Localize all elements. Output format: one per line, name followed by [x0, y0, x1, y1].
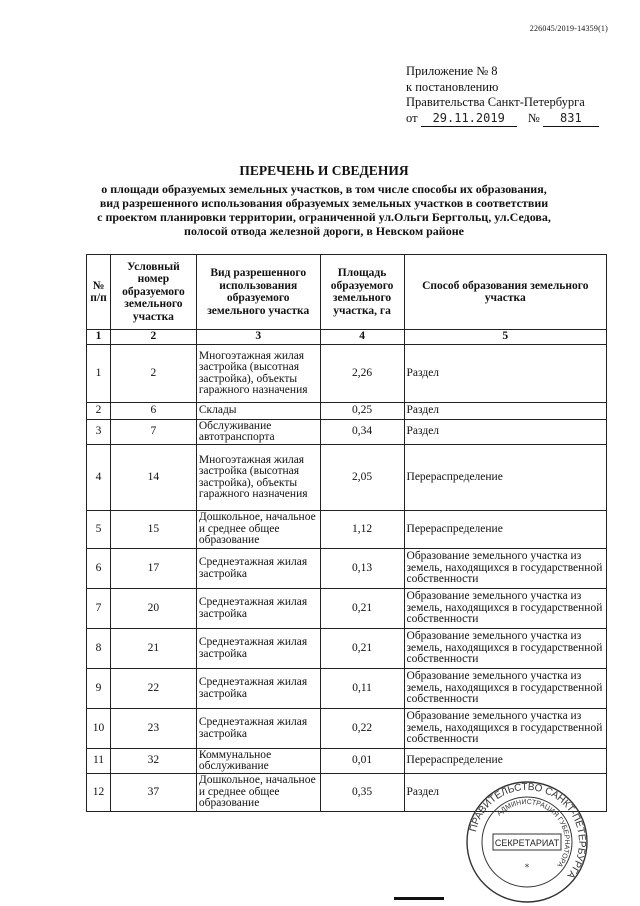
formation-method: Образование земельного участка из земель, находящихся в государственной собственности	[404, 709, 606, 749]
table-row	[87, 749, 607, 774]
date-prefix: от	[406, 110, 418, 125]
table-row	[87, 445, 607, 511]
formation-method: Образование земельного участка из земель, находящихся в государственной собственности	[404, 669, 606, 709]
row-number: 11	[87, 749, 111, 774]
title-subline: вид разрешенного использования образуемых земельных участков в соответствии	[99, 196, 549, 210]
permitted-use: Многоэтажная жилая застройка (высотная застройка), объекты гаражного назначения	[196, 345, 320, 403]
title-subline: полосой отвода железной дороги, в Невском районе	[184, 224, 464, 238]
row-number: 4	[87, 445, 111, 511]
plot-id: 32	[110, 749, 196, 774]
column-header: Способ образования земельного участка	[404, 255, 606, 330]
column-index: 5	[404, 330, 606, 345]
permitted-use: Среднеэтажная жилая застройка	[196, 709, 320, 749]
stamp-ring-text: ПРАВИТЕЛЬСТВО САНКТ-ПЕТЕРБУРГА	[468, 781, 588, 881]
permitted-use: Среднеэтажная жилая застройка	[196, 589, 320, 629]
plot-area: 1,12	[320, 511, 404, 549]
stamp-star-icon: *	[524, 863, 530, 873]
formation-method: Перераспределение	[404, 749, 606, 774]
plot-id: 2	[110, 345, 196, 403]
plot-area: 2,05	[320, 445, 404, 511]
permitted-use: Обслуживание автотранспорта	[196, 420, 320, 445]
column-index-row	[87, 330, 607, 345]
permitted-use: Среднеэтажная жилая застройка	[196, 629, 320, 669]
formation-method: Раздел	[404, 403, 606, 420]
column-index: 4	[320, 330, 404, 345]
plot-id: 15	[110, 511, 196, 549]
permitted-use: Многоэтажная жилая застройка (высотная застройка), объекты гаражного назначения	[196, 445, 320, 511]
title-subline: с проектом планировки территории, ограниченной ул.Ольги Берггольц, ул.Седова,	[97, 210, 551, 224]
official-stamp	[463, 778, 591, 906]
row-number: 8	[87, 629, 111, 669]
row-number: 12	[87, 774, 111, 812]
row-number: 1	[87, 345, 111, 403]
title-subline: о площади образуемых земельных участков, в том числе способы их образования,	[101, 182, 547, 196]
land-plots-table	[86, 254, 607, 812]
column-index: 3	[196, 330, 320, 345]
formation-method: Раздел	[404, 345, 606, 403]
table-row	[87, 345, 607, 403]
plot-id: 21	[110, 629, 196, 669]
table-row	[87, 669, 607, 709]
permitted-use: Среднеэтажная жилая застройка	[196, 549, 320, 589]
plot-area: 0,35	[320, 774, 404, 812]
stamp-inner-text: АДМИНИСТРАЦИЯ ГУБЕРНАТОРА	[495, 798, 571, 869]
plot-id: 20	[110, 589, 196, 629]
plot-id: 22	[110, 669, 196, 709]
column-header: Вид разрешенного использования образуемого земельного участка	[196, 255, 320, 330]
plot-area: 0,25	[320, 403, 404, 420]
column-index: 1	[87, 330, 111, 345]
formation-method: Перераспределение	[404, 445, 606, 511]
appendix-line: к постановлению	[406, 79, 499, 94]
plot-id: 17	[110, 549, 196, 589]
appendix-header	[406, 64, 616, 127]
plot-area: 0,22	[320, 709, 404, 749]
formation-method: Раздел	[404, 774, 606, 812]
plot-id: 37	[110, 774, 196, 812]
formation-method: Образование земельного участка из земель, находящихся в государственной собственности	[404, 549, 606, 589]
permitted-use: Коммунальное обслуживание	[196, 749, 320, 774]
permitted-use: Склады	[196, 403, 320, 420]
plot-area: 2,26	[320, 345, 404, 403]
table-row	[87, 511, 607, 549]
title-heading: ПЕРЕЧЕНЬ И СВЕДЕНИЯ	[239, 163, 409, 178]
plot-area: 0,13	[320, 549, 404, 589]
number-prefix: №	[527, 110, 540, 125]
plot-area: 0,11	[320, 669, 404, 709]
row-number: 6	[87, 549, 111, 589]
permitted-use: Дошкольное, начальное и среднее общее образование	[196, 774, 320, 812]
table-row	[87, 420, 607, 445]
plot-area: 0,21	[320, 629, 404, 669]
formation-method: Образование земельного участка из земель, находящихся в государственной собственности	[404, 629, 606, 669]
appendix-date-line	[406, 111, 616, 128]
table-header-row	[87, 255, 607, 330]
column-header: № п/п	[87, 255, 111, 330]
permitted-use: Дошкольное, начальное и среднее общее образование	[196, 511, 320, 549]
page-bottom-mark	[394, 897, 444, 900]
permitted-use: Среднеэтажная жилая застройка	[196, 669, 320, 709]
row-number: 9	[87, 669, 111, 709]
plot-id: 7	[110, 420, 196, 445]
plot-area: 0,01	[320, 749, 404, 774]
table-row	[87, 629, 607, 669]
plot-id: 23	[110, 709, 196, 749]
plot-area: 0,21	[320, 589, 404, 629]
plot-id: 6	[110, 403, 196, 420]
formation-method: Образование земельного участка из земель, находящихся в государственной собственности	[404, 589, 606, 629]
column-header: Площадь образуемого земельного участка, га	[320, 255, 404, 330]
document-id: 226045/2019-14359(1)	[529, 24, 608, 33]
table-row	[87, 403, 607, 420]
formation-method: Перераспределение	[404, 511, 606, 549]
plot-area: 0,34	[320, 420, 404, 445]
document-title	[40, 163, 608, 238]
formation-method: Раздел	[404, 420, 606, 445]
row-number: 10	[87, 709, 111, 749]
row-number: 2	[87, 403, 111, 420]
row-number: 3	[87, 420, 111, 445]
column-index: 2	[110, 330, 196, 345]
row-number: 5	[87, 511, 111, 549]
table-row	[87, 589, 607, 629]
table-row	[87, 709, 607, 749]
row-number: 7	[87, 589, 111, 629]
appendix-line: Правительства Санкт-Петербурга	[406, 95, 585, 109]
plot-id: 14	[110, 445, 196, 511]
decree-date: 29.11.2019	[421, 111, 517, 128]
decree-number: 831	[543, 111, 599, 128]
table-row	[87, 549, 607, 589]
column-header: Условный номер образуемого земельного участка	[110, 255, 196, 330]
stamp-center-text: СЕКРЕТАРИАТ	[494, 838, 560, 848]
appendix-line: Приложение № 8	[406, 64, 498, 78]
